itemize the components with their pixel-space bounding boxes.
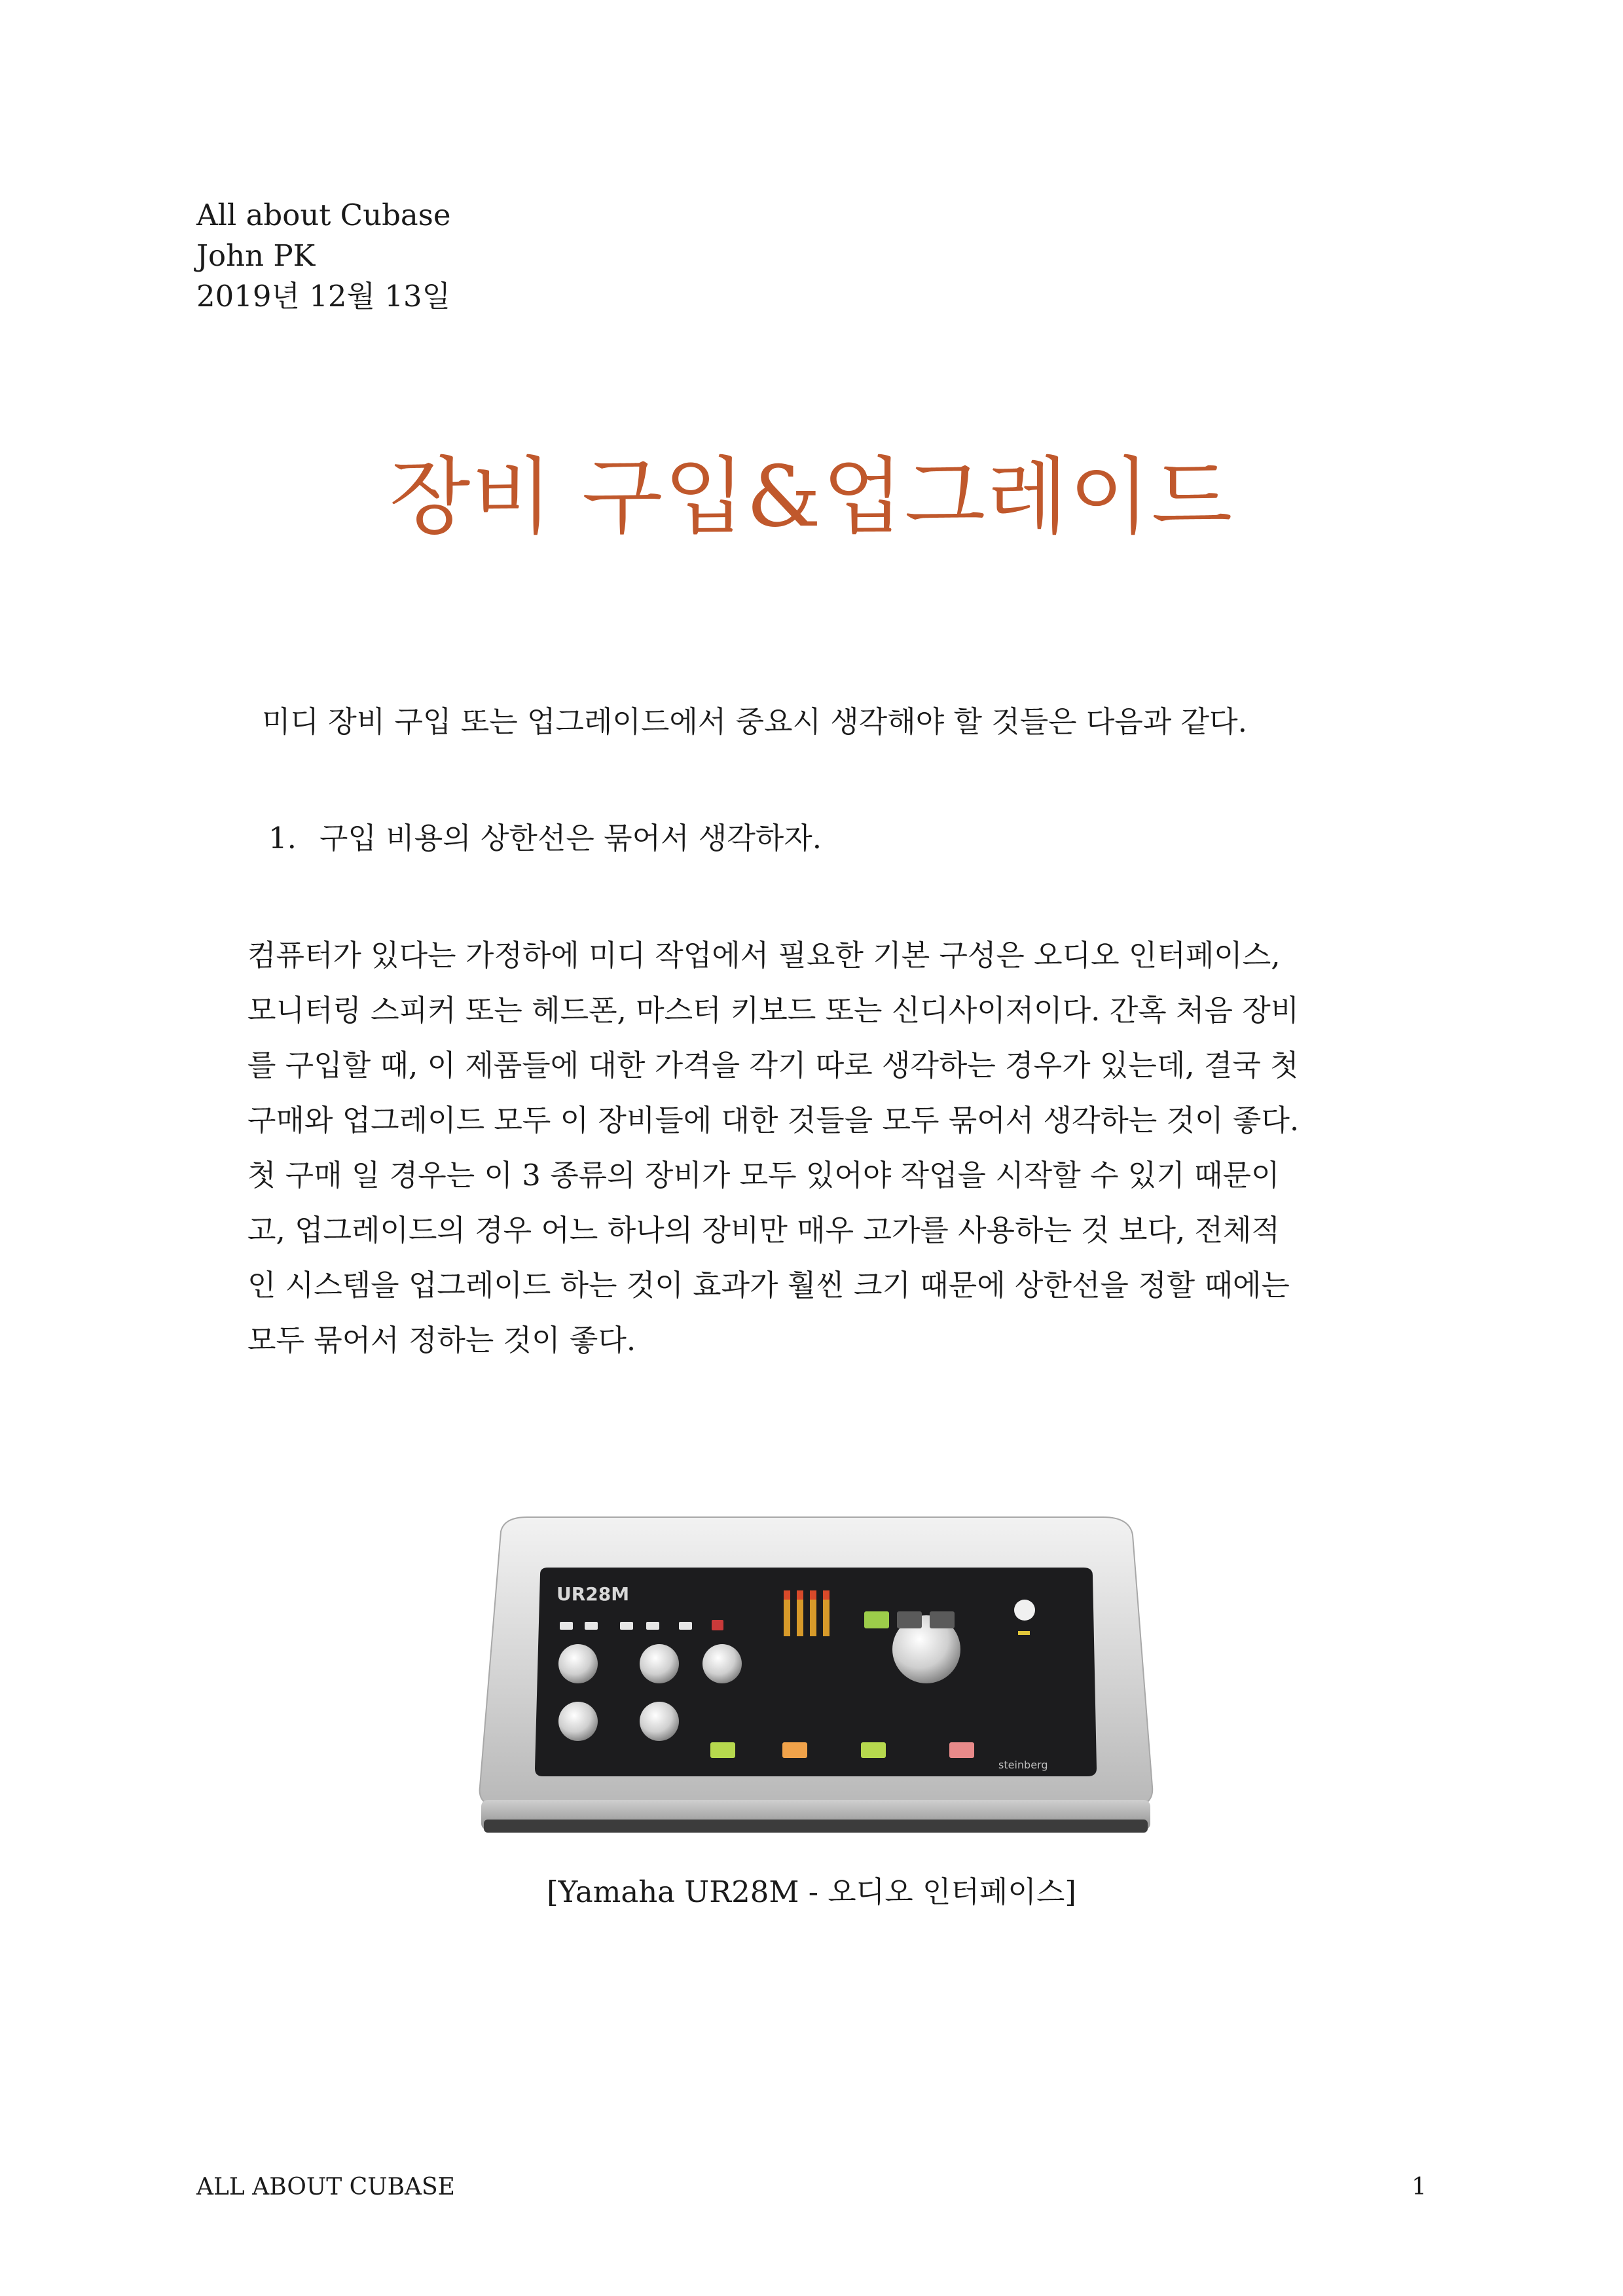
body-line: 구매와 업그레이드 모두 이 장비들에 대한 것들을 모두 묶어서 생각하는 것이 좋다. <box>247 1103 1300 1138</box>
list-item-number: 1. <box>268 821 297 855</box>
page-number: 1 <box>1412 2174 1427 2200</box>
meta-author: John PK <box>196 238 316 273</box>
body-line: 를 구입할 때, 이 제품들에 대한 가격을 각기 따로 생각하는 경우가 있는데, 결국 첫 <box>247 1048 1299 1083</box>
image-caption: [Yamaha UR28M - 오디오 인터페이스] <box>547 1874 1076 1909</box>
body-line: 모니터링 스피커 또는 헤드폰, 마스터 키보드 또는 신디사이저이다. 간혹 처음 장비 <box>247 993 1300 1028</box>
page-title: 장비 구입&업그레이드 <box>389 448 1234 546</box>
meta-date: 2019년 12월 13일 <box>196 279 451 314</box>
body-line: 첫 구매 일 경우는 이 3 종류의 장비가 모두 있어야 작업을 시작할 수 있기 때문이 <box>247 1158 1280 1193</box>
meta-title: All about Cubase <box>196 198 451 232</box>
list-item <box>268 818 822 859</box>
body-line: 모두 묶어서 정하는 것이 좋다. <box>247 1323 636 1357</box>
body-line: 고, 업그레이드의 경우 어느 하나의 장비만 매우 고가를 사용하는 것 보다, 전체적 <box>247 1213 1280 1247</box>
body-paragraph <box>247 928 1426 1368</box>
device-brand-label: steinberg <box>998 1759 1048 1771</box>
body-line: 컴퓨터가 있다는 가정하에 미디 작업에서 필요한 기본 구성은 오디오 인터페이스, <box>247 938 1281 973</box>
list-item-text: 구입 비용의 상한선은 묶어서 생각하자. <box>319 821 822 855</box>
body-line: 인 시스템을 업그레이드 하는 것이 효과가 훨씬 크기 때문에 상한선을 정할 때에는 <box>247 1268 1290 1302</box>
device-model-label: UR28M <box>556 1583 630 1605</box>
document-meta <box>196 195 450 317</box>
audio-interface-image <box>475 1512 1157 1839</box>
intro-paragraph: 미디 장비 구입 또는 업그레이드에서 중요시 생각해야 할 것들은 다음과 같다. <box>262 704 1247 739</box>
footer-title: ALL ABOUT CUBASE <box>196 2174 455 2200</box>
